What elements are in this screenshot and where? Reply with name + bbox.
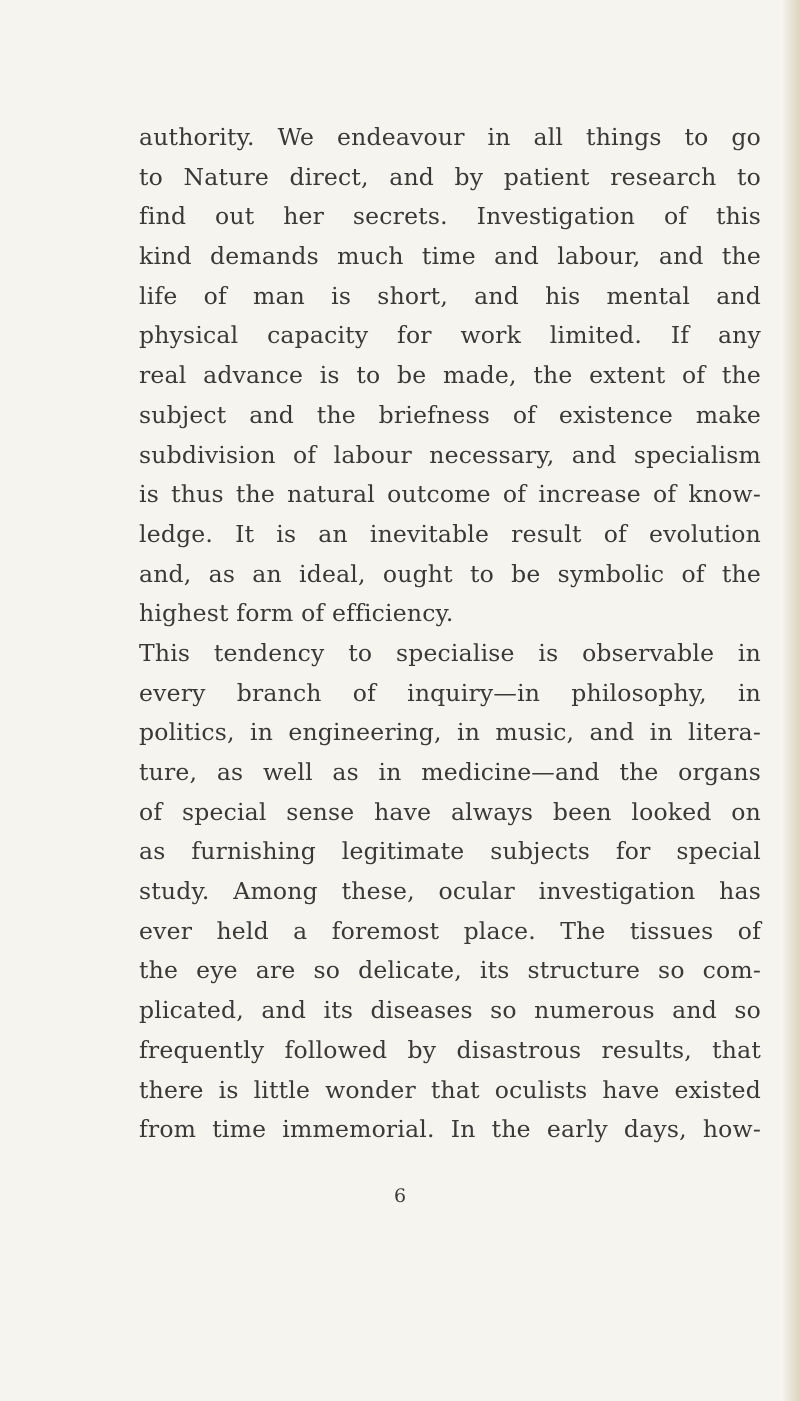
text-line: the eye are so delicate, its structure so com- xyxy=(139,956,761,985)
text-line: authority. We endeavour in all things to go xyxy=(139,123,761,151)
text-line: find out her secrets. Investigation of this xyxy=(139,202,761,231)
page-number: 6 xyxy=(393,1185,407,1207)
page-edge-shadow xyxy=(782,0,800,1401)
text-line: frequently followed by disastrous results, that xyxy=(139,1035,761,1064)
text-line: highest form of efficiency. xyxy=(139,599,454,628)
text-line: as furnishing legitimate subjects for special xyxy=(139,837,761,866)
text-line: and, as an ideal, ought to be symbolic of the xyxy=(139,559,761,588)
text-line: politics, in engineering, in music, and in litera- xyxy=(139,718,761,747)
text-line: life of man is short, and his mental and xyxy=(139,281,761,310)
body-text xyxy=(139,118,761,1150)
text-line: to Nature direct, and by patient research to xyxy=(139,162,761,191)
text-line: real advance is to be made, the extent of the xyxy=(139,361,761,390)
text-line: This tendency to specialise is observable in xyxy=(139,638,761,667)
text-line: of special sense have always been looked on xyxy=(139,797,761,826)
text-line: is thus the natural outcome of increase of know- xyxy=(139,480,761,509)
text-line: from time immemorial. In the early days, how- xyxy=(139,1115,761,1144)
text-line: study. Among these, ocular investigation has xyxy=(139,877,761,906)
text-line: every branch of inquiry—in philosophy, in xyxy=(139,678,761,707)
text-line: ever held a foremost place. The tissues of xyxy=(139,916,761,945)
text-line: kind demands much time and labour, and the xyxy=(139,242,761,271)
text-line: ledge. It is an inevitable result of evolution xyxy=(139,519,761,548)
text-line: subject and the briefness of existence make xyxy=(139,400,761,429)
text-line: ture, as well as in medicine—and the organs xyxy=(139,758,761,786)
text-line: physical capacity for work limited. If any xyxy=(139,321,761,350)
text-line: subdivision of labour necessary, and specialism xyxy=(139,440,761,469)
text-line: plicated, and its diseases so numerous and so xyxy=(139,996,761,1025)
text-line: there is little wonder that oculists have existed xyxy=(139,1075,761,1104)
